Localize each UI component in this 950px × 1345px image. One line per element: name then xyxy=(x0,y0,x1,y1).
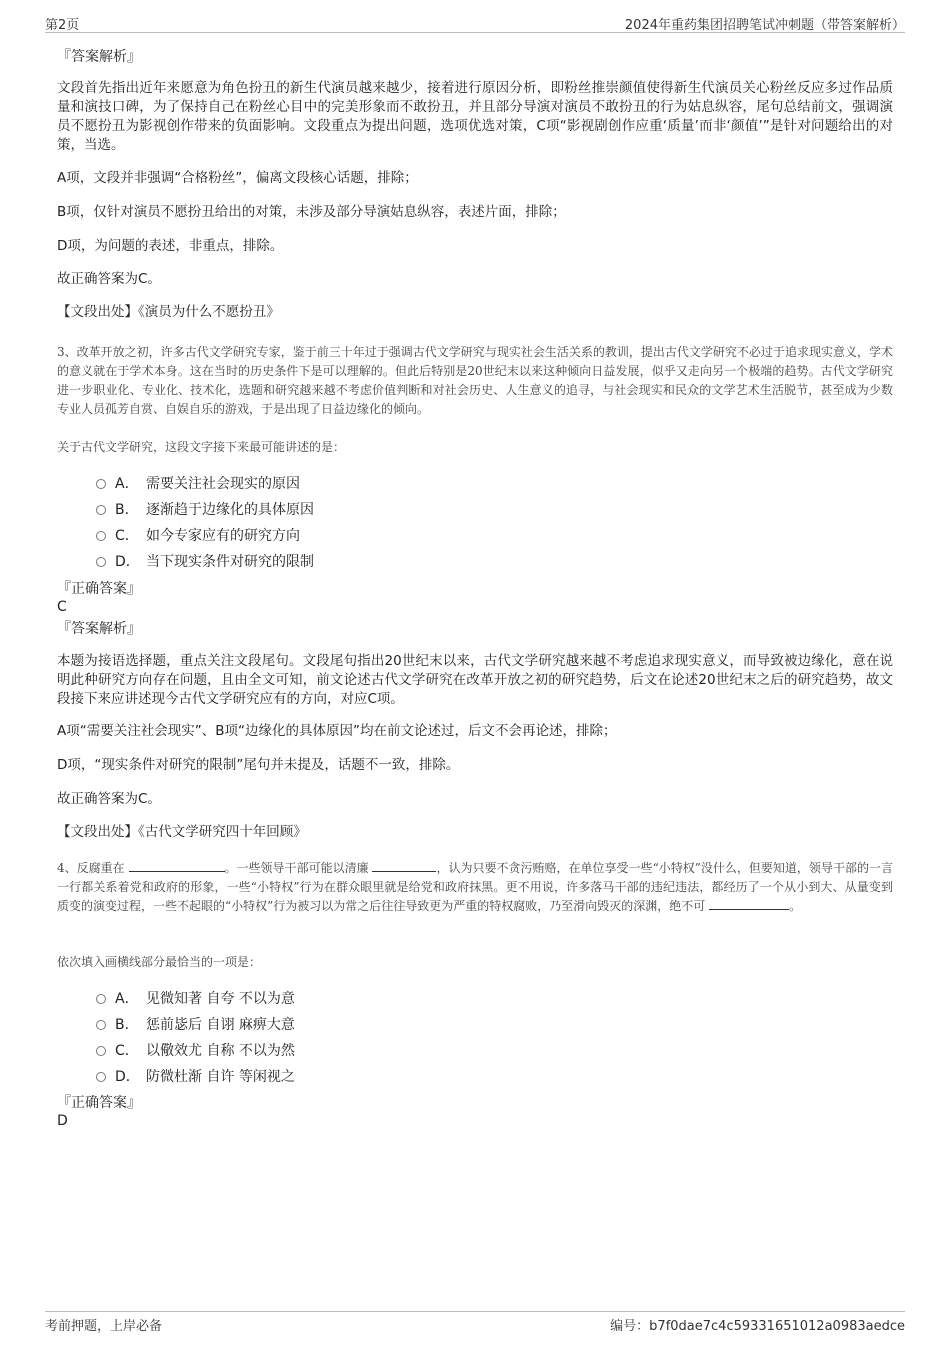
q2-analysis-tag: 『答案解析』 xyxy=(57,49,141,65)
fill-blank-2[interactable] xyxy=(372,860,436,872)
q2-option-b-note: B项，仅针对演员不愿扮丑给出的对策，未涉及部分导演姑息纵容，表述片面，排除； xyxy=(57,204,566,220)
radio-icon[interactable] xyxy=(96,1072,106,1082)
q3-answer: C xyxy=(57,599,67,615)
option-key: A． xyxy=(115,991,139,1007)
q2-analysis: 文段首先指出近年来愿意为角色扮丑的新生代演员越来越少，接着进行原因分析，即粉丝推崇颜值使得新生代演员关心粉丝反应多过作品质量和演技口碑，为了保持自己在粉丝心目中的完美形象而不敢扮丑，并且部分导演对演员不敢扮丑的行为姑息纵容，尾句总结前文，强调演员不愿扮丑为影视创作带来的负面影响。文段重点为提出问题，选项优选对策，C项“影视剧创作应重‘质量’而非‘颜值’”是针对问题给出的对策，当选。 xyxy=(57,80,893,153)
option-text: 见微知著 自夸 不以为意 xyxy=(146,991,295,1007)
option-text: 防微杜渐 自许 等闲视之 xyxy=(146,1069,295,1085)
radio-icon[interactable] xyxy=(96,531,106,541)
page-footer xyxy=(45,1311,905,1332)
document-title: 2024年重药集团招聘笔试冲刺题（带答案解析） xyxy=(624,18,905,33)
fill-blank-3[interactable] xyxy=(709,898,789,910)
document-code: 编号：b7f0dae7c4c59331651012a0983aedce xyxy=(610,1319,905,1334)
q4-answer-tag: 『正确答案』 xyxy=(57,1095,141,1111)
radio-icon[interactable] xyxy=(96,557,106,567)
q4-option-a[interactable] xyxy=(96,988,295,1008)
q2-conclusion: 故正确答案为C。 xyxy=(57,271,161,287)
option-text: 如今专家应有的研究方向 xyxy=(146,528,300,544)
option-key: C． xyxy=(115,1043,139,1059)
option-key: D． xyxy=(115,554,140,570)
page-number: 第2页 xyxy=(45,18,80,33)
footer-slogan: 考前押题，上岸必备 xyxy=(45,1319,163,1334)
q3-analysis-tag: 『答案解析』 xyxy=(57,621,141,637)
q3-conclusion: 故正确答案为C。 xyxy=(57,791,161,807)
page-header xyxy=(45,12,905,33)
q3-answer-tag: 『正确答案』 xyxy=(57,581,141,597)
radio-icon[interactable] xyxy=(96,994,106,1004)
option-key: C． xyxy=(115,528,139,544)
q2-option-d-note: D项，为问题的表述，非重点，排除。 xyxy=(57,238,284,254)
q3-option-ab-note: A项“需要关注社会现实”、B项“边缘化的具体原因”均在前文论述过，后文不会再论述，排除； xyxy=(57,723,617,739)
option-text: 当下现实条件对研究的限制 xyxy=(146,554,314,570)
q2-source: 【文段出处】《演员为什么不愿扮丑》 xyxy=(57,304,280,320)
q4-option-b[interactable] xyxy=(96,1014,295,1034)
option-text: 逐渐趋于边缘化的具体原因 xyxy=(146,502,314,518)
radio-icon[interactable] xyxy=(96,505,106,515)
q4-question: 依次填入画横线部分最恰当的一项是： xyxy=(57,955,262,969)
option-key: B． xyxy=(115,502,139,518)
q3-source: 【文段出处】《古代文学研究四十年回顾》 xyxy=(57,824,307,840)
q4-stem: 4、反腐重在 。一些领导干部可能以清廉 ，认为只要不贪污贿赂，在单位享受一些“小特权”没什么，但要知道，领导干部的一言一行都关系着党和政府的形象，一些“小特权”行为在群众眼里就是给党和政府抹黑。更不用说，许多落马干部的违纪违法，都经历了一个从小到大、从量变到质变的演变过程，一些不起眼的“小特权”行为被习以为常之后往往导致更为严重的特权腐败，乃至滑向毁灭的深渊，绝不可 。 xyxy=(57,861,893,913)
q3-option-d-note: D项，“现实条件对研究的限制”尾句并未提及，话题不一致，排除。 xyxy=(57,757,460,773)
q3-analysis: 本题为接语选择题，重点关注文段尾句。文段尾句指出20世纪末以来，古代文学研究越来越不考虑追求现实意义，而导致被边缘化，意在说明此种研究方向存在问题，且由全文可知，前文论述古代文学研究在改革开放之初的研究趋势，后文在论述20世纪末之后的研究趋势，故文段接下来应讲述现今古代文学研究应有的方向，对应C项。 xyxy=(57,653,893,707)
option-text: 以儆效尤 自称 不以为然 xyxy=(146,1043,295,1059)
q3-stem: 3、改革开放之初，许多古代文学研究专家，鉴于前三十年过于强调古代文学研究与现实社会生活关系的教训，提出古代文学研究不必过于追求现实意义，学术的意义就在于学术本身。这在当时的历史条件下是可以理解的。但此后特别是20世纪末以来这种倾向日益发展，似乎又走向另一个极端的趋势。古代文学研究进一步职业化、专业化、技术化，选题和研究越来越不考虑价值判断和对社会历史、人生意义的追寻，与社会现实和民众的文学艺术生活脱节，甚至成为少数专业人员孤芳自赏、自娱自乐的游戏，于是出现了日益边缘化的倾向。 xyxy=(57,345,893,416)
q3-option-a[interactable] xyxy=(96,473,300,493)
option-key: B． xyxy=(115,1017,139,1033)
radio-icon[interactable] xyxy=(96,479,106,489)
option-text: 惩前毖后 自诩 麻痹大意 xyxy=(146,1017,295,1033)
fill-blank-1[interactable] xyxy=(129,860,225,872)
q3-option-c[interactable] xyxy=(96,525,300,545)
radio-icon[interactable] xyxy=(96,1020,106,1030)
q3-option-d[interactable] xyxy=(96,551,314,571)
q4-option-d[interactable] xyxy=(96,1066,295,1086)
option-key: A． xyxy=(115,476,139,492)
q4-option-c[interactable] xyxy=(96,1040,295,1060)
option-key: D． xyxy=(115,1069,140,1085)
q3-question: 关于古代文学研究，这段文字接下来最可能讲述的是： xyxy=(57,440,346,454)
q4-answer: D xyxy=(57,1113,68,1129)
q3-option-b[interactable] xyxy=(96,499,314,519)
option-text: 需要关注社会现实的原因 xyxy=(146,476,300,492)
radio-icon[interactable] xyxy=(96,1046,106,1056)
q2-option-a-note: A项，文段并非强调“合格粉丝”，偏离文段核心话题，排除； xyxy=(57,170,418,186)
